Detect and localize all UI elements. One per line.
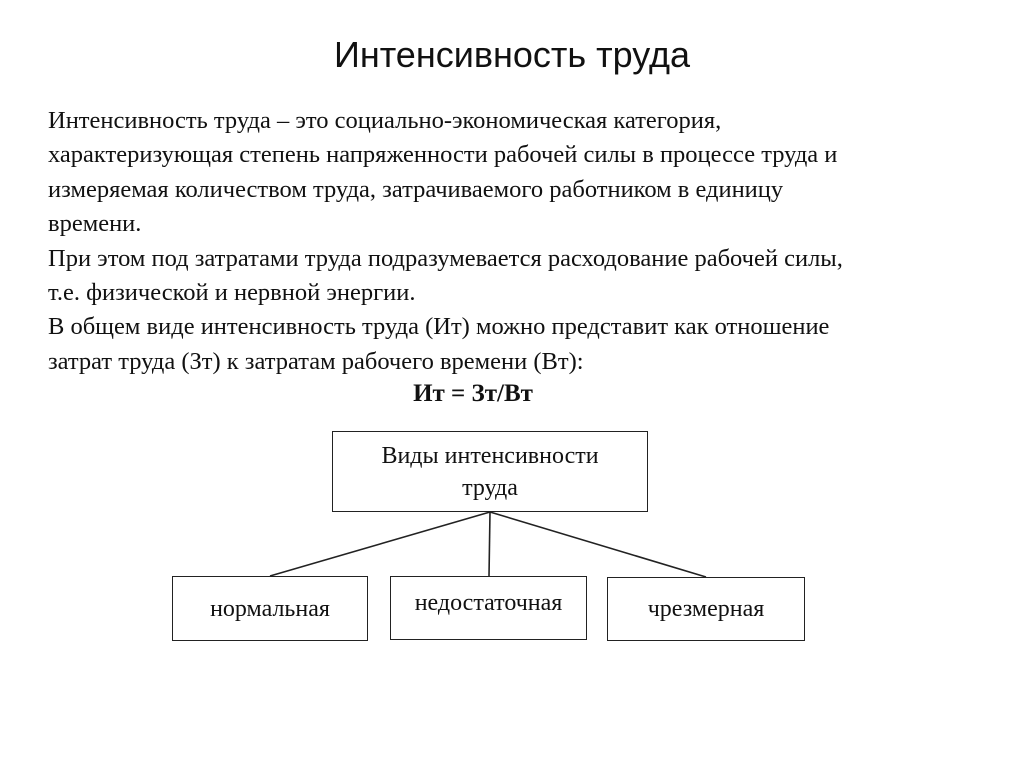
connector-to-excessive bbox=[490, 512, 706, 577]
intensity-formula: Ит = Зт/Вт bbox=[413, 380, 533, 407]
diagram-box-normal bbox=[172, 576, 368, 641]
diagram-label-excessive: чрезмерная bbox=[647, 596, 765, 622]
diagram-box-insufficient bbox=[390, 576, 587, 640]
formula-intro-paragraph: В общем виде интенсивность труда (Ит) можно представит как отношение затрат труда (Зт) к затратам рабочего времени (Вт): bbox=[48, 313, 830, 375]
diagram-box-excessive bbox=[607, 577, 805, 641]
diagram-label-normal: нормальная bbox=[210, 595, 330, 622]
definition-paragraph: Интенсивность труда – это социально-экономическая категория, характеризующая степень напряженности рабочей силы в процессе труда и измеряемая количеством труда, затрачиваемого работником в единицу времени. bbox=[48, 107, 838, 238]
diagram-root-box bbox=[332, 431, 648, 512]
connector-to-normal bbox=[270, 512, 490, 576]
diagram-label-insufficient: недостаточная bbox=[414, 590, 563, 616]
connector-to-insufficient bbox=[489, 512, 490, 576]
diagram-root-label: Виды интенсивности труда bbox=[381, 442, 599, 501]
labor-costs-paragraph: При этом под затратами труда подразумевается расходование рабочей силы, т.е. физической и нервной энергии. bbox=[48, 244, 843, 307]
page-title: Интенсивность труда bbox=[333, 34, 691, 75]
